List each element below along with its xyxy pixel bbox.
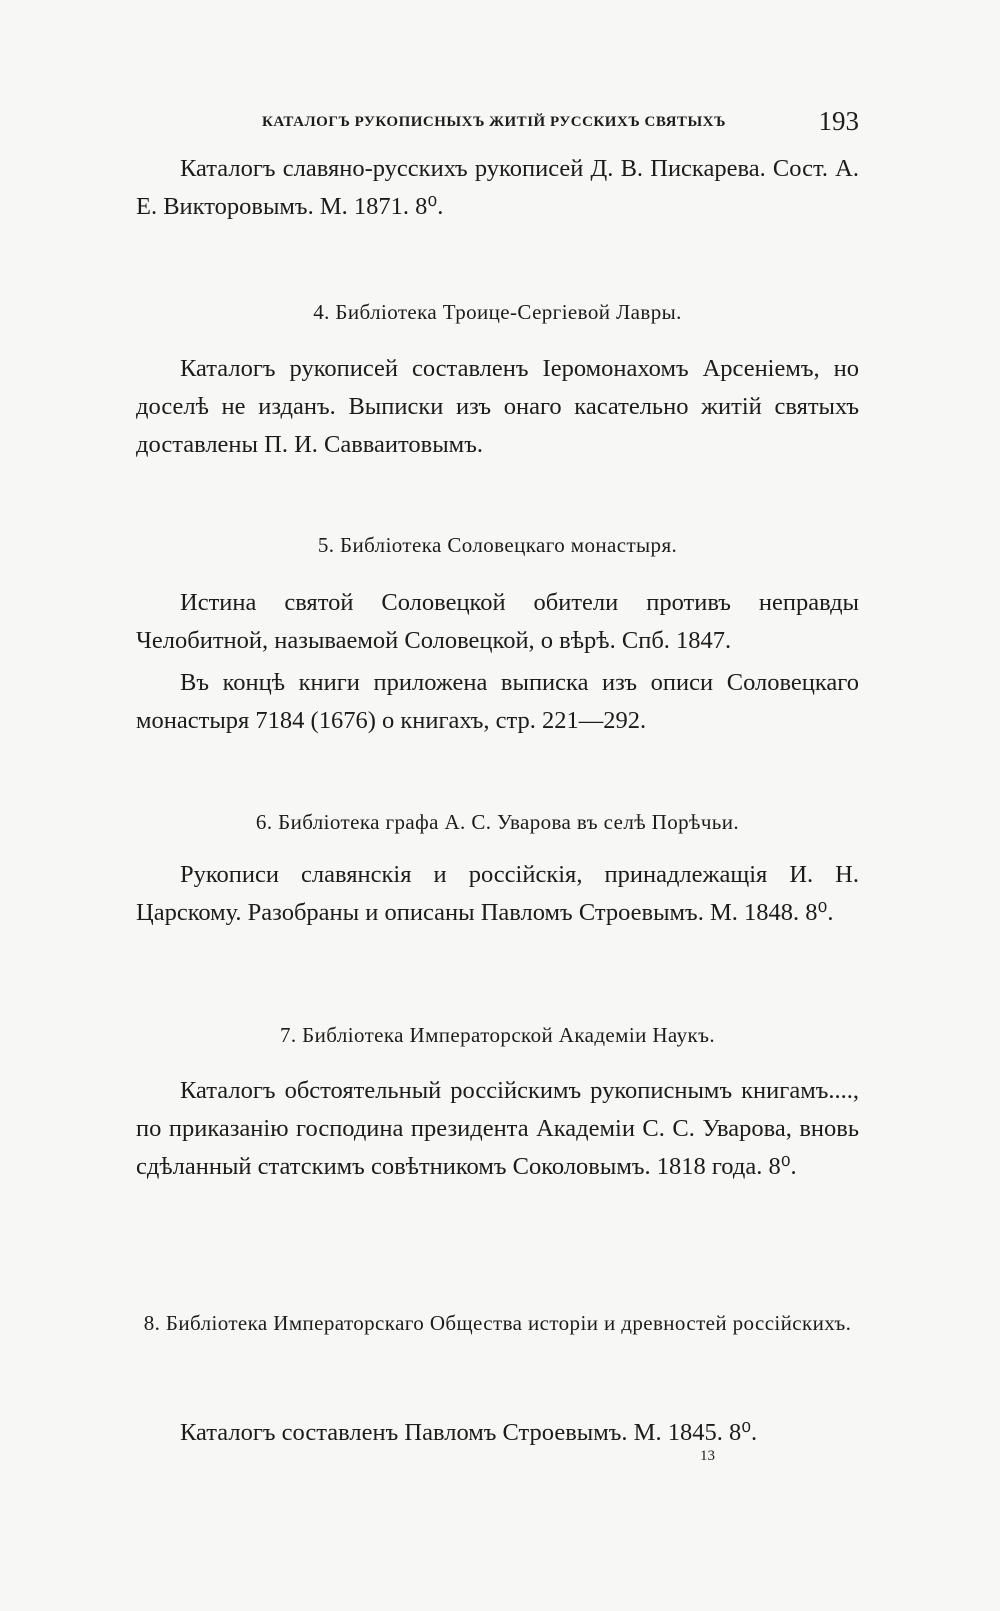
catalog-entry-uvarov: Рукописи славянскія и россійскія, принадлежащія И. Н. Царскому. Разобраны и описаны Павломъ Строевымъ. М. 1848. 8⁰. xyxy=(136,861,859,926)
catalog-entry-academy: Каталогъ обстоятельный россійскимъ рукописнымъ книгамъ...., по приказанію господина президента Академіи С. С. Уварова, вновь сдѣланный статскимъ совѣтникомъ Соколовымъ. 1818 года. 8⁰. xyxy=(136,1077,859,1180)
section-heading-8: 8. Библіотека Императорскаго Общества исторіи и древностей россійскихъ. xyxy=(143,1311,852,1335)
section-heading-7: 7. Библіотека Императорской Академіи Наукъ. xyxy=(279,1023,715,1047)
signature-mark: 13 xyxy=(700,1448,715,1464)
catalog-entry-society: Каталогъ составленъ Павломъ Строевымъ. М. 1845. 8⁰. xyxy=(180,1419,758,1446)
section-heading-4: 4. Библіотека Троице-Сергіевой Лавры. xyxy=(313,300,682,324)
catalog-entry-piskarev: Каталогъ славяно-русскихъ рукописей Д. В. Пискарева. Сост. А. Е. Викторовымъ. М. 1871. 8⁰. xyxy=(136,155,859,220)
section-heading-6: 6. Библіотека графа А. С. Уварова въ селѣ Порѣчьи. xyxy=(255,810,740,834)
page-header xyxy=(136,106,859,140)
catalog-entry-solovetsky-truth: Истина святой Соловецкой обители противъ неправды Челобитной, называемой Соловецкой, о вѣрѣ. Спб. 1847. xyxy=(136,589,859,654)
catalog-entry-solovetsky-appendix: Въ концѣ книги приложена выписка изъ описи Соловецкаго монастыря 7184 (1676) о книгахъ, стр. 221—292. xyxy=(136,669,859,734)
page-number: 193 xyxy=(818,106,859,136)
running-head: КАТАЛОГЪ РУКОПИСНЫХЪ ЖИТІЙ РУССКИХЪ СВЯТЫХЪ xyxy=(262,114,726,130)
catalog-entry-trinity-lavra: Каталогъ рукописей составленъ Іеромонахомъ Арсеніемъ, но доселѣ не изданъ. Выписки изъ онаго касательно житій святыхъ доставлены П. И. Савваитовымъ. xyxy=(136,355,859,458)
section-heading-5: 5. Библіотека Соловецкаго монастыря. xyxy=(317,533,678,557)
